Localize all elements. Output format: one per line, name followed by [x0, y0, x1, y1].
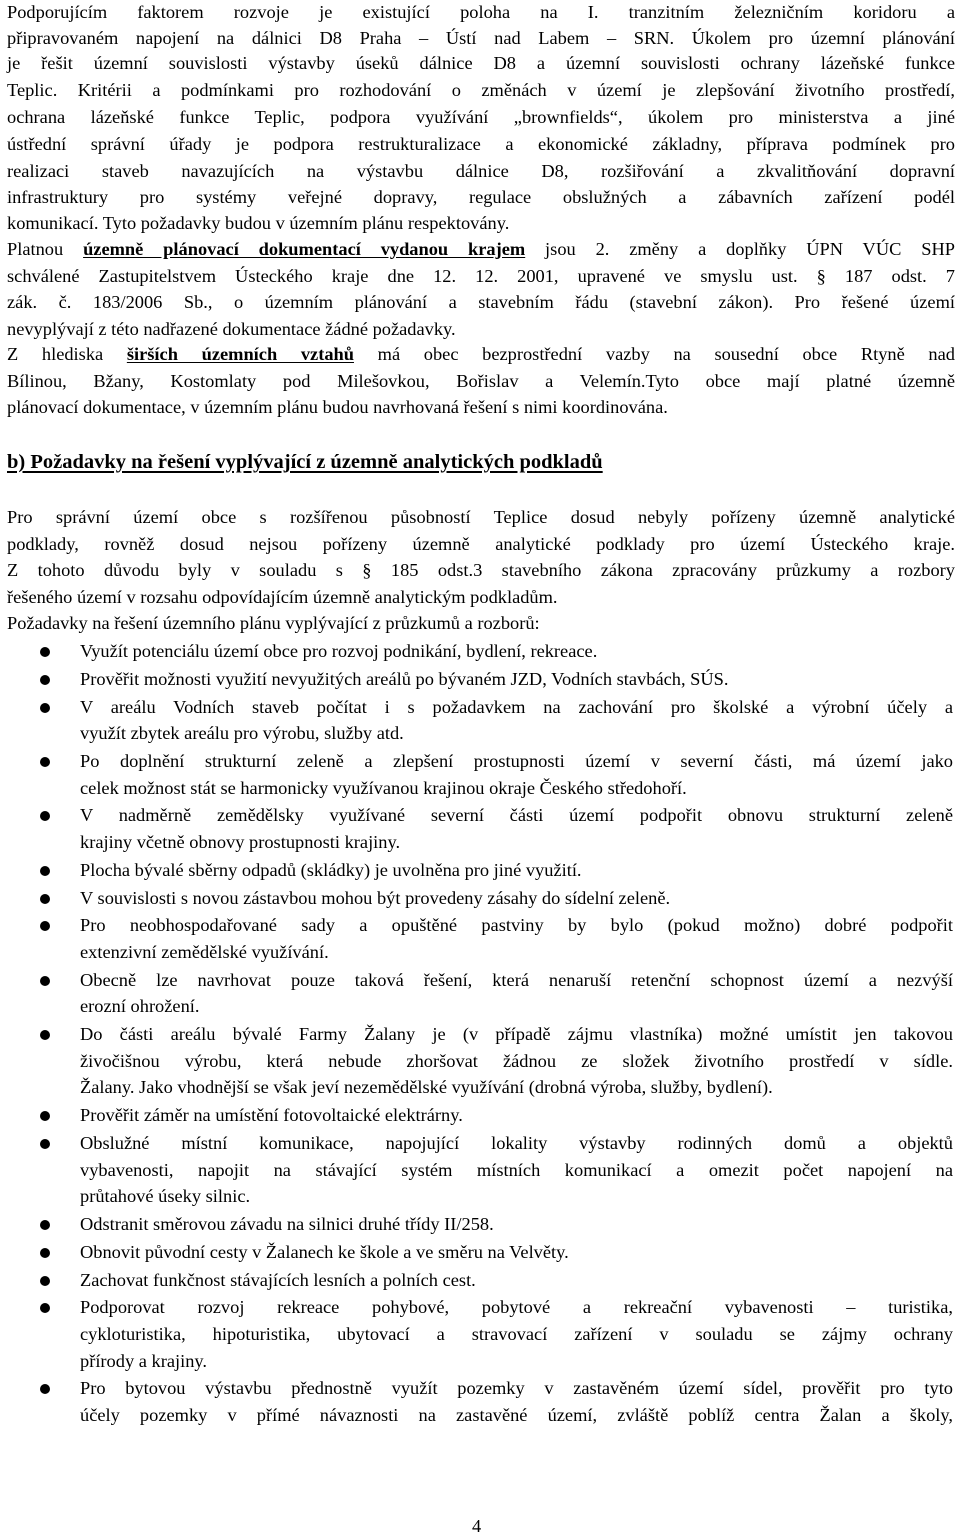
paragraph-line: Podporujícím faktorem rozvoje je existující poloha na I. tranzitním železničním koridoru a — [7, 2, 955, 22]
paragraph-line: připravovaném napojení na dálnici D8 Praha – Ústí nad Labem – SRN. Úkolem pro územní plánování — [7, 28, 955, 48]
list-item-line: Obecně lze navrhovat pouze taková řešení, která nenaruší retenční schopnost území a nezvýší — [80, 970, 953, 990]
list-item-line: účely pozemky v přímé návaznosti na zastavěné území, zvláště poblíž centra Žalan a školy, — [80, 1405, 953, 1425]
list-item-line: celek možnost stát se harmonicky využívanou krajinou okraje Českého středohoří. — [80, 778, 687, 798]
list-item-line: extenzivní zemědělské využívání. — [80, 942, 329, 962]
paragraph-line: nevyplývají z této nadřazené dokumentace žádné požadavky. — [7, 319, 456, 339]
paragraph-line: Teplic. Kritérii a podmínkami pro rozhodování o změnách v území je zlepšování životního prostředí, — [7, 80, 955, 100]
list-item-line: průtahové úseky silnic. — [80, 1186, 251, 1206]
list-item-line: Prověřit možnosti využití nevyužitých areálů po bývaném JZD, Vodních stavbách, SÚS. — [80, 669, 729, 689]
paragraph-line: schválené Zastupitelstvem Ústeckého kraje dne 12. 12. 2001, upravené ve smyslu ust. § 187 odst. 7 — [7, 266, 955, 286]
list-item-line: V nadměrně zemědělsky využívané severní části území podpořit obnovu strukturní zeleně — [80, 805, 953, 825]
text-run: jsou 2. změny a doplňky ÚPN VÚC SHP — [525, 239, 955, 259]
bullet-icon — [40, 894, 50, 904]
platnou-line — [7, 238, 955, 260]
bullet-icon — [40, 1139, 50, 1149]
text-run: Z hlediska — [7, 344, 127, 364]
bullet-icon — [40, 1303, 50, 1313]
bullet-icon — [40, 1248, 50, 1258]
sirsi-line — [7, 343, 955, 365]
bullet-icon — [40, 976, 50, 986]
bullet-icon — [40, 866, 50, 876]
list-item-line: cykloturistika, hipoturistika, ubytovací a stravovací zařízení v souladu se zájmy ochrany — [80, 1324, 953, 1344]
list-item-line: Do části areálu bývalé Farmy Žalany je (v případě zájmu vlastníka) možné umístit jen takovou — [80, 1024, 953, 1044]
list-item-line: živočišnou výrobu, která nebude zhoršovat žádnou ze složek životního prostředí v sídle. — [80, 1051, 953, 1071]
paragraph-line: ústřední správní úřady je podpora restrukturalizace a ekonomické základny, příprava podmínek pro — [7, 134, 955, 154]
bullet-icon — [40, 647, 50, 657]
paragraph-line: řešeného území v rozsahu odpovídajícím územně analytickým podkladům. — [7, 587, 558, 607]
list-item-line: Plocha bývalé sběrny odpadů (skládky) je uvolněna pro jiné využití. — [80, 860, 582, 880]
list-item-line: V areálu Vodních staveb počítat i s požadavkem na zachování pro školské a výrobní účely a — [80, 697, 953, 717]
bullet-icon — [40, 1384, 50, 1394]
list-item-line: přírody a krajiny. — [80, 1351, 207, 1371]
paragraph-line: ochrana lázeňské funkce Teplic, podpora využívání „brownfields“, úkolem pro ministerstva a jiné — [7, 107, 955, 127]
underlined-term: širších územních vztahů — [126, 344, 354, 364]
text-run: Platnou — [7, 239, 84, 259]
bullet-icon — [40, 921, 50, 931]
underlined-term: územně plánovací dokumentací vydanou krajem — [83, 239, 526, 259]
bullet-icon — [40, 675, 50, 685]
list-item-line: erozní ohrožení. — [80, 996, 200, 1016]
list-item-line: krajiny včetně obnovy prostupnosti krajiny. — [80, 832, 401, 852]
list-item-line: Obslužné místní komunikace, napojující lokality výstavby rodinných domů a objektů — [80, 1133, 953, 1153]
page-number: 4 — [472, 1516, 482, 1536]
section-heading: b) Požadavky na řešení vyplývající z územně analytických podkladů — [7, 451, 603, 473]
paragraph-line: plánovací dokumentace, v územním plánu budou navrhovaná řešení s nimi koordinována. — [7, 397, 668, 417]
list-intro: Požadavky na řešení územního plánu vyplývající z průzkumů a rozborů: — [7, 613, 540, 633]
list-item-line: využít zbytek areálu pro výrobu, služby atd. — [80, 723, 404, 743]
paragraph-line: komunikací. Tyto požadavky budou v územním plánu respektovány. — [7, 213, 510, 233]
paragraph-line: zák. č. 183/2006 Sb., o územním plánování a stavebním řádu (stavební zákon). Pro řešené území — [7, 292, 955, 312]
list-item-line: Žalany. Jako vhodnější se však jeví nezemědělské využívání (drobná výroba, služby, bydlení). — [80, 1077, 773, 1097]
bullet-icon — [40, 1220, 50, 1230]
list-item-line: V souvislosti s novou zástavbou mohou být provedeny zásahy do sídelní zeleně. — [80, 888, 671, 908]
paragraph-line: infrastruktury pro systémy veřejné dopravy, regulace obslužných a zábavních zařízení podél — [7, 187, 955, 207]
paragraph-line: je řešit územní souvislosti výstavby úseků dálnice D8 a územní souvislosti ochrany lázeňské funkce — [7, 53, 955, 73]
list-item-line: Podporovat rozvoj rekreace pohybové, pobytové a rekreační vybavenosti – turistika, — [80, 1297, 953, 1317]
list-item-line: Využít potenciálu území obce pro rozvoj podnikání, bydlení, rekreace. — [80, 641, 598, 661]
bullet-icon — [40, 1111, 50, 1121]
list-item-line: Pro bytovou výstavbu přednostně využít pozemky v zastavěném území sídel, prověřit pro tyto — [80, 1378, 953, 1398]
paragraph-line: Z tohoto důvodu byly v souladu s § 185 odst.3 stavebního zákona zpracovány průzkumy a rozbory — [7, 560, 955, 580]
bullet-icon — [40, 703, 50, 713]
list-item-line: Po doplnění strukturní zeleně a zlepšení prostupnosti území v severní části, má území jako — [80, 751, 953, 771]
list-item-line: vybavenosti, napojit na stávající systém místních komunikací a omezit počet napojení na — [80, 1160, 953, 1180]
list-item-line: Prověřit záměr na umístění fotovoltaické elektrárny. — [80, 1105, 463, 1125]
paragraph-line: podklady, rovněž dosud nejsou pořízeny územně analytické podklady pro území Ústeckého kraje. — [7, 534, 955, 554]
list-item-line: Pro neobhospodařované sady a opuštěné pastviny by bylo (pokud možno) dobré podpořit — [80, 915, 953, 935]
list-item-line: Obnovit původní cesty v Žalanech ke škole a ve směru na Velvěty. — [80, 1242, 569, 1262]
paragraph-line: realizaci staveb navazujících na výstavbu dálnice D8, rozšiřování a zkvalitňování dopravní — [7, 161, 955, 181]
bullet-icon — [40, 1276, 50, 1286]
bullet-icon — [40, 811, 50, 821]
bullet-icon — [40, 757, 50, 767]
list-item-line: Zachovat funkčnost stávajících lesních a polních cest. — [80, 1270, 476, 1290]
paragraph-line: Bílinou, Bžany, Kostomlaty pod Milešovkou, Bořislav a Velemín.Tyto obce mají platné územně — [7, 371, 955, 391]
list-item-line: Odstranit směrovou závadu na silnici druhé třídy II/258. — [80, 1214, 494, 1234]
bullet-icon — [40, 1030, 50, 1040]
paragraph-line: Pro správní území obce s rozšířenou působností Teplice dosud nebyly pořízeny územně analytické — [7, 507, 955, 527]
text-run: má obec bezprostřední vazby na sousední obce Rtyně nad — [353, 344, 955, 364]
